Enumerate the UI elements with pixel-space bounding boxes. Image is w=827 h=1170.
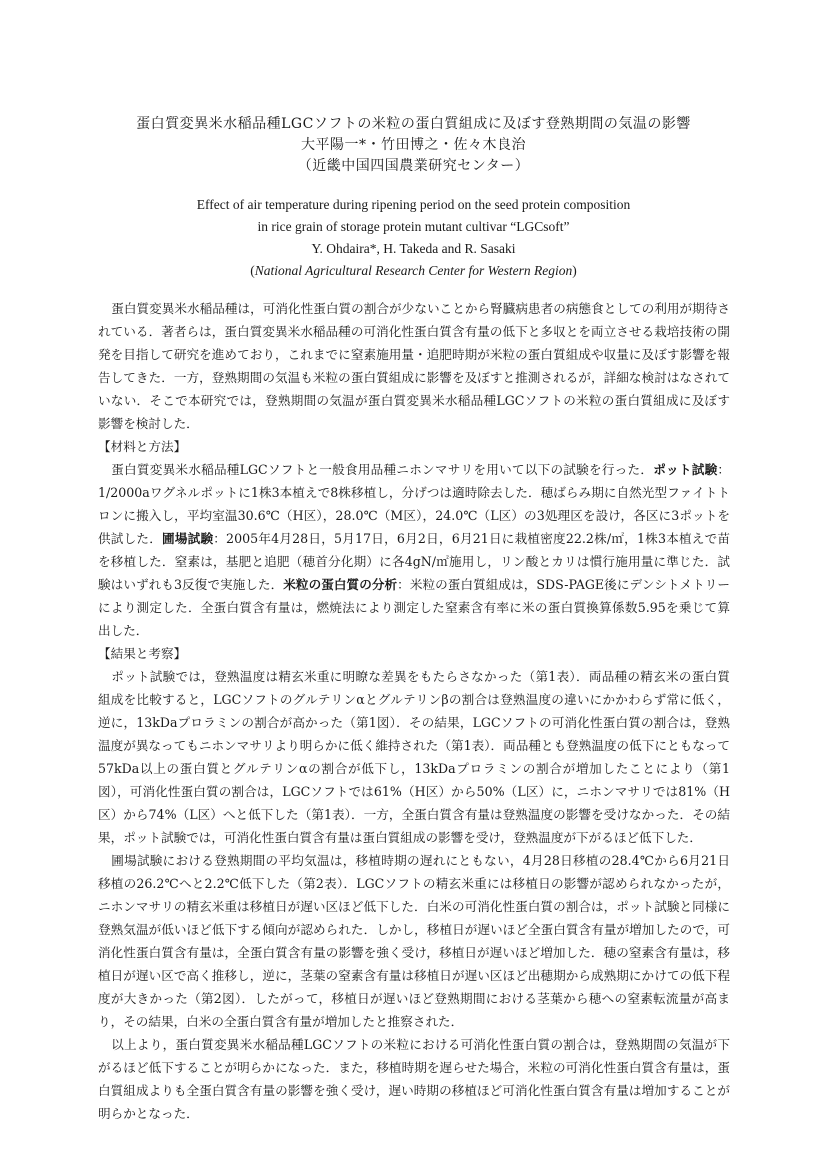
results-paragraph-pot: ポット試験では，登熟温度は精玄米重に明瞭な差異をもたらさなかった（第1表）．両品種の精玄米の蛋白質組成を比較すると，LGCソフトのグルテリンαとグルテリンβの割合は登熟温度の違いにかかわらず常に低く，逆に，13kDaプロラミンの割合が高かった（第1図）．その結果，LGCソフトの可消化性蛋白質の割合は，登熟温度が異なってもニホンマサリより明らかに低く維持された（第1表）．両品種とも登熟温度の低下にともなって57kDa以上の蛋白質とグルテリンαの割合が低下し，13kDaプロラミンの割合が増加したことにより（第1図），可消化性蛋白質の割合は，LGCソフトでは61%（H区）から50%（L区）に，ニホンマサリでは81%（H区）から74%（L区）へと低下した（第1表）．一方，全蛋白質含有量は登熟温度の影響を受けなかった．その結果，ポット試験では，可消化性蛋白質含有量は蛋白質組成の影響を受け，登熟温度が下がるほど低下した． — [98, 669, 730, 845]
authors-en: Y. Ohdaira*, H. Takeda and R. Sasaki — [311, 241, 516, 256]
english-header — [0, 194, 827, 282]
paper-title-en-line1: Effect of air temperature during ripening period on the seed protein composition — [196, 197, 631, 212]
paper-title-en-line2: in rice grain of storage protein mutant cultivar “LGCsoft” — [257, 219, 570, 234]
results-paragraph-conclusion: 以上より，蛋白質変異米水稲品種LGCソフトの米粒における可消化性蛋白質の割合は，登熟期間の気温が下がるほど低下することが明らかになった．また，移植時期を遅らせた場合，米粒の可消化性蛋白質含有量は，蛋白質組成よりも全蛋白質含有量の影響を強く受け，遅い時期の移植ほど可消化性蛋白質含有量は増加することが明らかとなった． — [98, 1037, 730, 1121]
japanese-header — [0, 114, 827, 177]
affiliation-en-text: National Agricultural Research Center for Western Region — [254, 263, 573, 278]
results-paragraph-field: 圃場試験における登熟期間の平均気温は，移植時期の遅れにともない，4月28日移植の28.4℃から6月21日移植の26.2℃へと2.2℃低下した（第2表）．LGCソフトの精玄米重には移植日の影響が認められなかったが，ニホンマサリの精玄米重は移植日が遅い区ほど低下した．白米の可消化性蛋白質の割合は，ポット試験と同様に登熟気温が低いほど低下する傾向が認められた．しかし，移植日が遅いほど全蛋白質含有量が増加したので，可消化性蛋白質含有量は，全蛋白質含有量の影響を強く受け，移植日が遅いほど増加した．穂の窒素含有量は，移植日が遅い区で高く推移し，逆に，茎葉の窒素含有量は移植日が遅い区ほど出穂期から成熟期にかけての低下程度が大きかった（第2図）．したがって，移植日が遅いほど登熟期間における茎葉から穂への窒素転流量が高まり，その結果，白米の全蛋白質含有量が増加したと推察された． — [98, 853, 730, 1029]
methods-intro-text: 蛋白質変異米水稲品種LGCソフトと一般食用品種ニホンマサリを用いて以下の試験を行った． — [111, 462, 654, 477]
field-test-label: 圃場試験 — [162, 531, 214, 546]
affiliation-ja: （近畿中国四国農業研究センター） — [297, 158, 530, 174]
field-test-text: ：2005年4月28日，5月17日，6月2日，6月21日に栽植密度22.2株/㎡，1株3本植えで苗を移植した．窒素は，基肥と追肥（穂首分化期）に各4gN/㎡施用し，リン酸とカリは慣行施用量に準じた．試験はいずれも3反復で実施した． — [98, 531, 731, 592]
paper-title-ja: 蛋白質変異米水稲品種LGCソフトの米粒の蛋白質組成に及ぼす登熟期間の気温の影響 — [136, 116, 691, 132]
pot-test-label: ポット試験 — [653, 462, 718, 477]
methods-paragraph — [98, 458, 730, 642]
pot-test-text: ：1/2000aワグネルポットに1株3本植えで8株移植し，分げつは適時除去した．穂ばらみ期に自然光型ファイトトロンに搬入し，平均室温30.6℃（H区），28.0℃（M区），24.0℃（L区）の3処理区を設け，各区に3ポットを供試した． — [98, 462, 731, 546]
intro-paragraph: 蛋白質変異米水稲品種は，可消化性蛋白質の割合が少ないことから腎臓病患者の病態食としての利用が期待されている．著者らは，蛋白質変異米水稲品種の可消化性蛋白質含有量の低下と多収とを両立させる栽培技術の開発を目指して研究を進めており，これまでに窒素施用量・追肥時期が米粒の蛋白質組成や収量に及ぼす影響を報告してきた．一方，登熟期間の気温も米粒の蛋白質組成に影響を及ぼすと推測されるが，詳細な検討はなされていない．そこで本研究では，登熟期間の気温が蛋白質変異米水稲品種LGCソフトの米粒の蛋白質組成に及ぼす影響を検討した． — [98, 301, 730, 431]
paper-body — [98, 297, 730, 1125]
results-heading: 【結果と考察】 — [98, 646, 187, 661]
protein-analysis-label: 米粒の蛋白質の分析 — [283, 577, 398, 592]
affiliation-en: (National Agricultural Research Center for Western Region) — [250, 263, 577, 278]
protein-analysis-text: ：米粒の蛋白質組成は，SDS-PAGE後にデンシトメトリーにより測定した．全蛋白質含有量は，燃焼法により測定した窒素含有率に米の蛋白質換算係数5.95を乗じて算出した． — [98, 577, 730, 638]
authors-ja: 大平陽一*・竹田博之・佐々木良治 — [301, 137, 526, 153]
methods-heading: 【材料と方法】 — [98, 439, 187, 454]
